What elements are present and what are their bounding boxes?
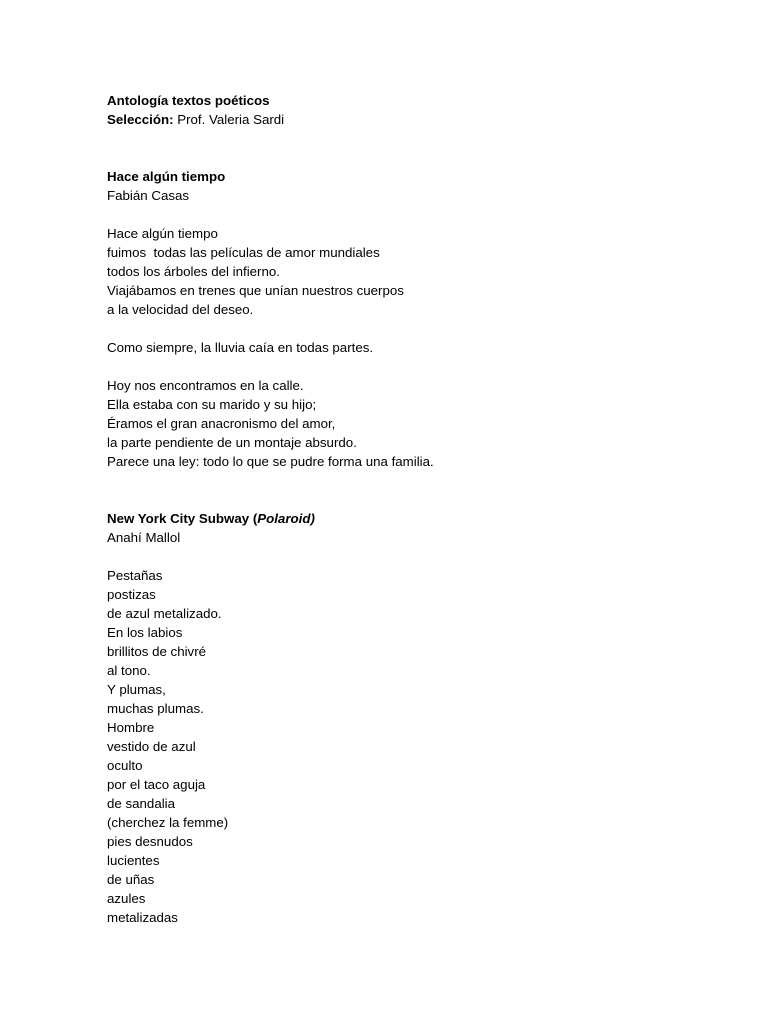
poem-line: de azul metalizado. — [107, 606, 222, 621]
spacer — [107, 205, 727, 224]
poem-title — [107, 509, 727, 528]
stanza — [107, 376, 727, 471]
poem-line: lucientes — [107, 853, 160, 868]
stanza — [107, 224, 727, 319]
stanza — [107, 338, 727, 357]
poem-line: Pestañas — [107, 568, 163, 583]
poem-line: todos los árboles del infierno. — [107, 264, 280, 279]
spacer — [107, 357, 727, 376]
anthology-title: Antología textos poéticos — [107, 93, 270, 108]
document-page — [107, 91, 727, 927]
spacer — [107, 319, 727, 338]
poem-line: al tono. — [107, 663, 151, 678]
poem-line: Hombre — [107, 720, 155, 735]
poem-line: oculto — [107, 758, 143, 773]
poem-line: brillitos de chivré — [107, 644, 207, 659]
stanza — [107, 566, 727, 927]
poem-line: metalizadas — [107, 910, 178, 925]
poem-line: (cherchez la femme) — [107, 815, 229, 830]
poem-line: pies desnudos — [107, 834, 193, 849]
poem-title: Hace algún tiempo — [107, 169, 226, 184]
poem-line: a la velocidad del deseo. — [107, 302, 254, 317]
poem-line: Parece una ley: todo lo que se pudre forma una familia. — [107, 454, 434, 469]
poem-title-main: New York City Subway ( — [107, 511, 258, 526]
anthology-header — [107, 91, 727, 129]
poem-line: Hace algún tiempo — [107, 226, 218, 241]
poem-line: fuimos todas las películas de amor mundiales — [107, 245, 380, 260]
poem-line: postizas — [107, 587, 156, 602]
poem-line: Hoy nos encontramos en la calle. — [107, 378, 304, 393]
poem-author: Fabián Casas — [107, 188, 190, 203]
poem-line: azules — [107, 891, 146, 906]
poem-line: En los labios — [107, 625, 183, 640]
selection-label: Selección: — [107, 112, 174, 127]
poem-line: por el taco aguja — [107, 777, 206, 792]
poem-line: Como siempre, la lluvia caía en todas partes. — [107, 340, 374, 355]
poem-new-york-city-subway — [107, 509, 727, 927]
poem-line: de sandalia — [107, 796, 176, 811]
selection-line — [107, 110, 727, 129]
poem-line: muchas plumas. — [107, 701, 204, 716]
poem-line: Viajábamos en trenes que unían nuestros cuerpos — [107, 283, 404, 298]
spacer — [107, 129, 727, 167]
poem-author: Anahí Mallol — [107, 530, 181, 545]
poem-title-italic: Polaroid) — [257, 511, 315, 526]
poem-line: vestido de azul — [107, 739, 196, 754]
poem-line: de uñas — [107, 872, 155, 887]
spacer — [107, 471, 727, 509]
poem-line: la parte pendiente de un montaje absurdo. — [107, 435, 357, 450]
poem-line: Ella estaba con su marido y su hijo; — [107, 397, 317, 412]
poem-line: Y plumas, — [107, 682, 166, 697]
poem-line: Éramos el gran anacronismo del amor, — [107, 416, 336, 431]
poem-hace-algun-tiempo — [107, 167, 727, 471]
spacer — [107, 547, 727, 566]
selection-value: Prof. Valeria Sardi — [173, 112, 285, 127]
